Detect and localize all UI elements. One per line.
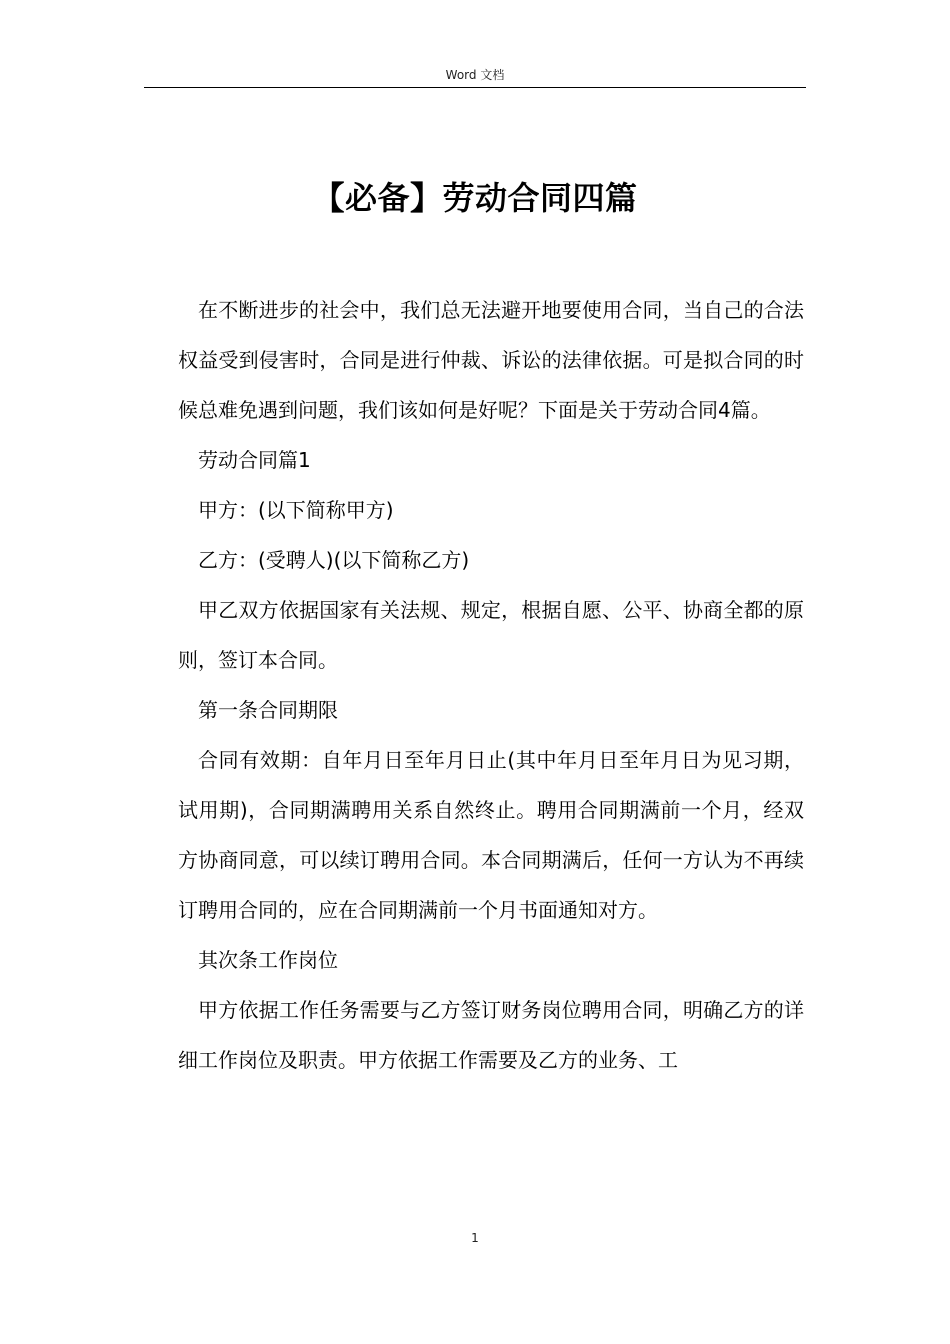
header-divider bbox=[144, 87, 806, 88]
paragraph-party-b: 乙方：(受聘人)(以下简称乙方) bbox=[198, 548, 470, 572]
paragraph-section-heading: 劳动合同篇1 bbox=[198, 448, 311, 472]
page-header: Word 文档 bbox=[445, 68, 505, 82]
paragraph-article-2-body: 甲方依据工作任务需要与乙方签订财务岗位聘用合同，明确乙方的详细工作岗位及职责。甲方依据工作需要及乙方的业务、工 bbox=[178, 998, 804, 1072]
document-body bbox=[178, 285, 804, 1085]
paragraph-party-a: 甲方：(以下简称甲方) bbox=[198, 498, 394, 522]
page-number: 1 bbox=[471, 1231, 479, 1245]
paragraph-article-1-heading: 第一条合同期限 bbox=[198, 698, 338, 722]
paragraph-intro: 在不断进步的社会中，我们总无法避开地要使用合同，当自己的合法权益受到侵害时，合同是进行仲裁、诉讼的法律依据。可是拟合同的时候总难免遇到问题，我们该如何是好呢？下面是关于劳动合同4篇。 bbox=[178, 298, 804, 422]
document-title: 【必备】劳动合同四篇 bbox=[312, 179, 638, 218]
paragraph-article-2-heading: 其次条工作岗位 bbox=[198, 948, 338, 972]
paragraph-agreement: 甲乙双方依据国家有关法规、规定，根据自愿、公平、协商全都的原则，签订本合同。 bbox=[178, 598, 804, 672]
paragraph-article-1-body: 合同有效期：自年月日至年月日止(其中年月日至年月日为见习期，试用期)，合同期满聘用关系自然终止。聘用合同期满前一个月，经双方协商同意，可以续订聘用合同。本合同期满后，任何一方认为不再续订聘用合同的，应在合同期满前一个月书面通知对方。 bbox=[178, 748, 804, 922]
